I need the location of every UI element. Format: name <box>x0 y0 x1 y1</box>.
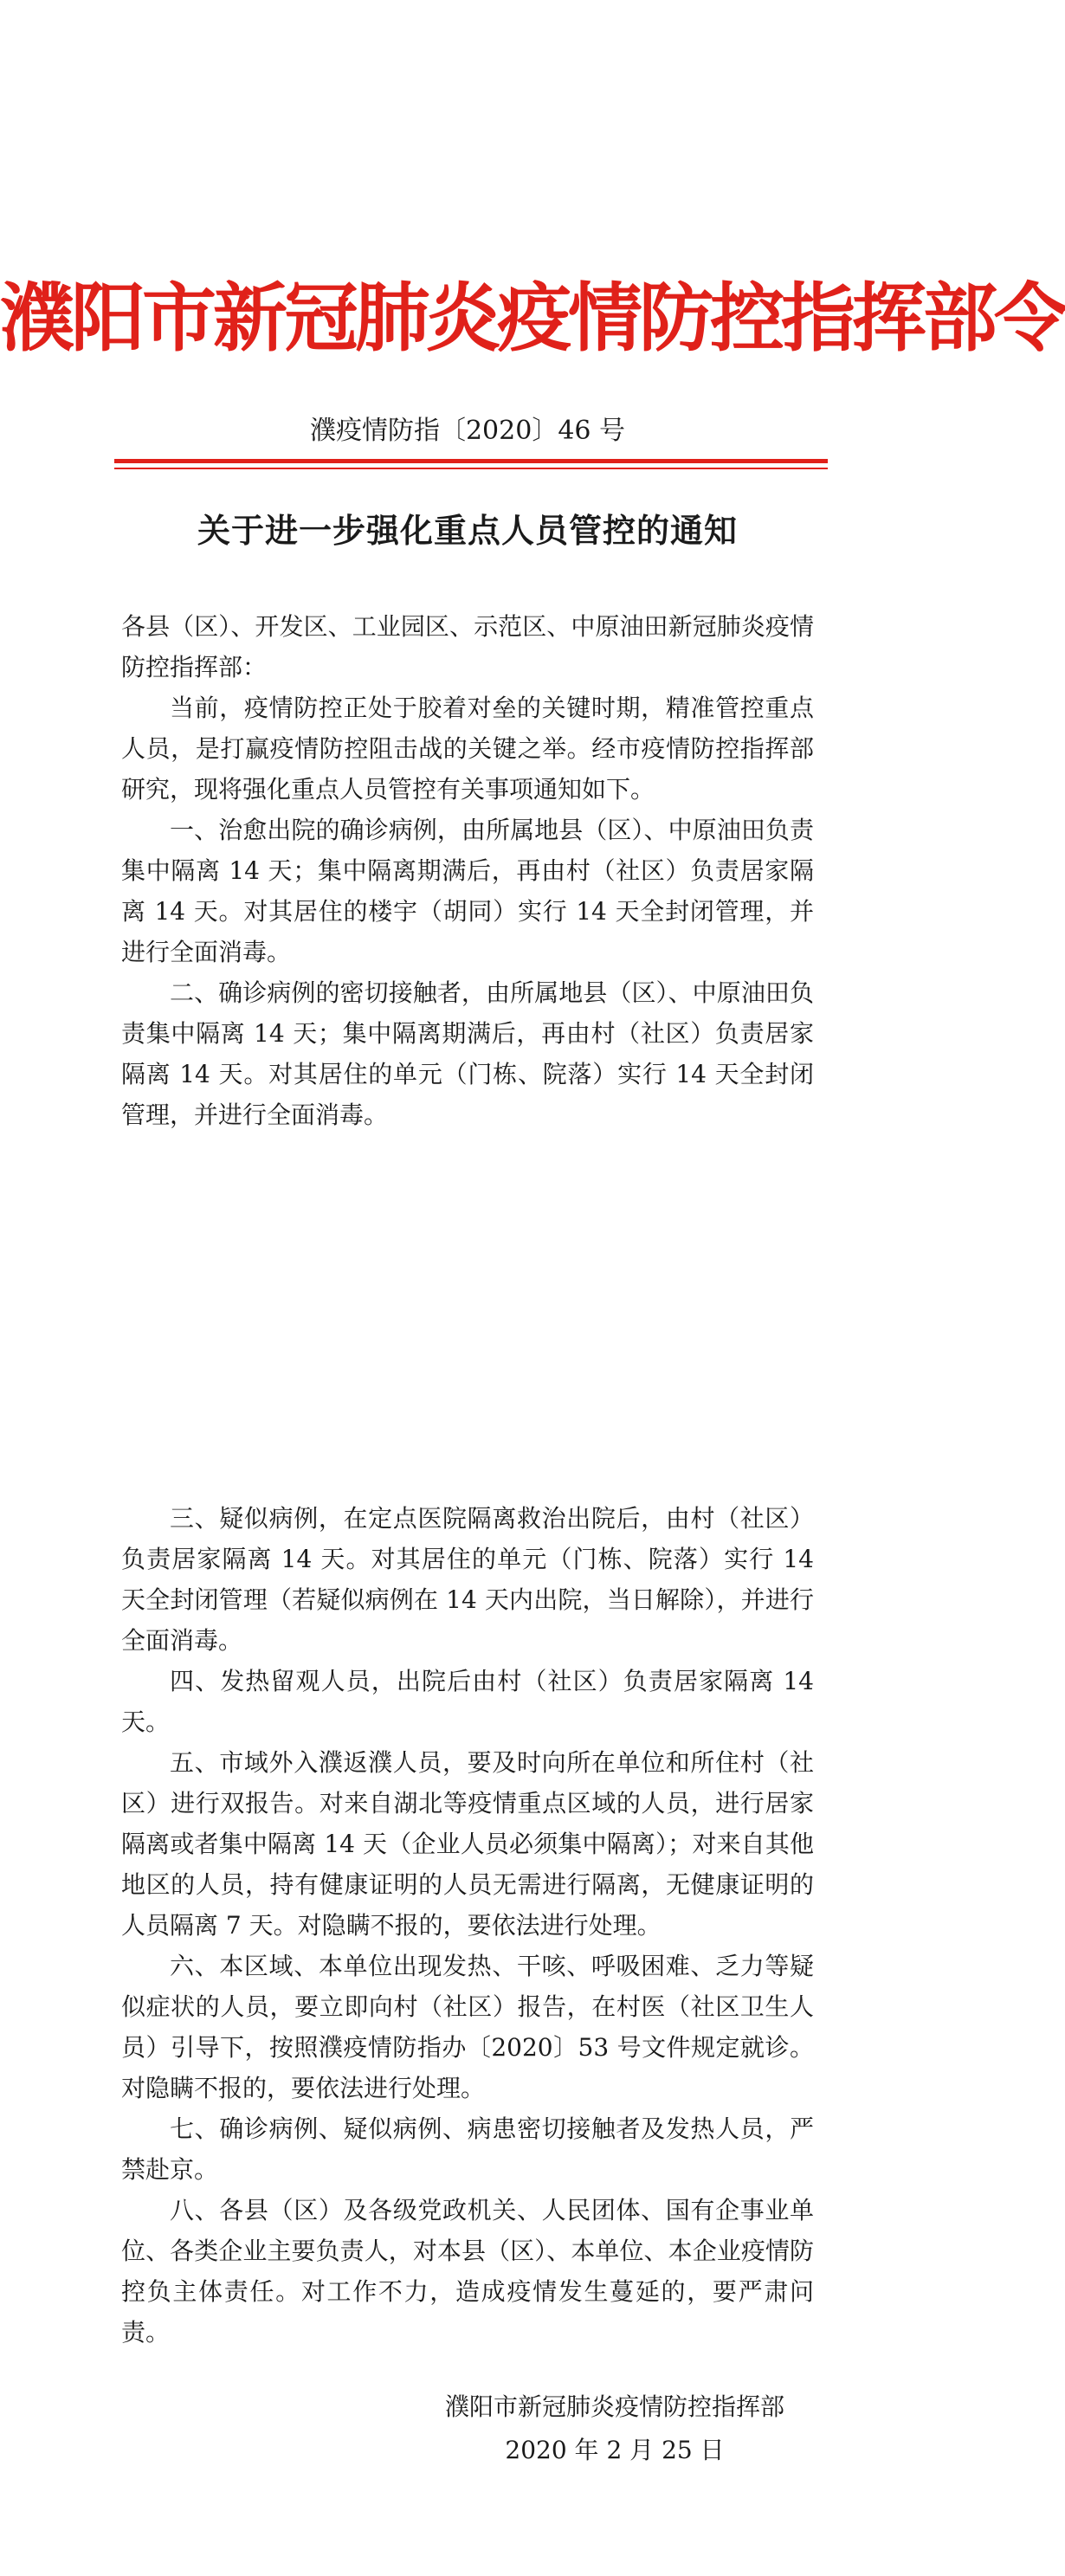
notice-body-part-1 <box>121 606 814 1135</box>
item-8-paragraph: 八、各县（区）及各级党政机关、人民团体、国有企事业单位、各类企业主要负责人，对本县（区）、本单位、本企业疫情防控负主体责任。对工作不力，造成疫情发生蔓延的，要严肃问责。 <box>121 2196 814 2347</box>
document-number: 濮疫情防指〔2020〕46 号 <box>309 416 626 446</box>
issue-date: 2020 年 2 月 25 日 <box>505 2436 725 2464</box>
item-2-paragraph: 二、确诊病例的密切接触者，由所属地县（区）、中原油田负责集中隔离 14 天；集中隔离期满后，再由村（社区）负责居家隔离 14 天。对其居住的单元（门栋、院落）实行 14 天全封闭管理，并进行全面消毒。 <box>121 978 814 1129</box>
item-3-paragraph: 三、疑似病例，在定点医院隔离救治出院后，由村（社区）负责居家隔离 14 天。对其居住的单元（门栋、院落）实行 14 天全封闭管理（若疑似病例在 14 天内出院，当日解除），并进行全面消毒。 <box>121 1504 814 1655</box>
intro-paragraph: 当前，疫情防控正处于胶着对垒的关键时期，精准管控重点人员，是打赢疫情防控阻击战的关键之举。经市疫情防控指挥部研究，现将强化重点人员管控有关事项通知如下。 <box>121 694 814 804</box>
salutation: 各县（区）、开发区、工业园区、示范区、中原油田新冠肺炎疫情防控指挥部： <box>121 612 814 681</box>
item-4-paragraph: 四、发热留观人员，出院后由村（社区）负责居家隔离 14 天。 <box>121 1667 814 1736</box>
issuer-name: 濮阳市新冠肺炎疫情防控指挥部 <box>444 2392 784 2421</box>
header-divider-thick <box>114 459 828 463</box>
item-5-paragraph: 五、市域外入濮返濮人员，要及时向所在单位和所住村（社区）进行双报告。对来自湖北等疫情重点区域的人员，进行居家隔离或者集中隔离 14 天（企业人员必须集中隔离）；对来自其他地区的人员，持有健康证明的人员无需进行隔离，无健康证明的人员隔离 7 天。对隐瞒不报的，要依法进行处理。 <box>121 1748 814 1940</box>
document-header-title: 濮阳市新冠肺炎疫情防控指挥部令 <box>0 274 1065 362</box>
signature-block <box>416 2386 814 2472</box>
item-1-paragraph: 一、治愈出院的确诊病例，由所属地县（区）、中原油田负责集中隔离 14 天；集中隔离期满后，再由村（社区）负责居家隔离 14 天。对其居住的楼宇（胡同）实行 14 天全封闭管理，并进行全面消毒。 <box>121 816 814 966</box>
header-divider-thin <box>114 468 828 469</box>
item-7-paragraph: 七、确诊病例、疑似病例、病患密切接触者及发热人员，严禁赴京。 <box>121 2114 814 2184</box>
item-6-paragraph: 六、本区域、本单位出现发热、干咳、呼吸困难、乏力等疑似症状的人员，要立即向村（社区）报告，在村医（社区卫生人员）引导下，按照濮疫情防指办〔2020〕53 号文件规定就诊。对隐瞒不报的，要依法进行处理。 <box>121 1952 814 2102</box>
notice-title: 关于进一步强化重点人员管控的通知 <box>197 511 738 550</box>
notice-body-part-2 <box>121 1498 814 2353</box>
